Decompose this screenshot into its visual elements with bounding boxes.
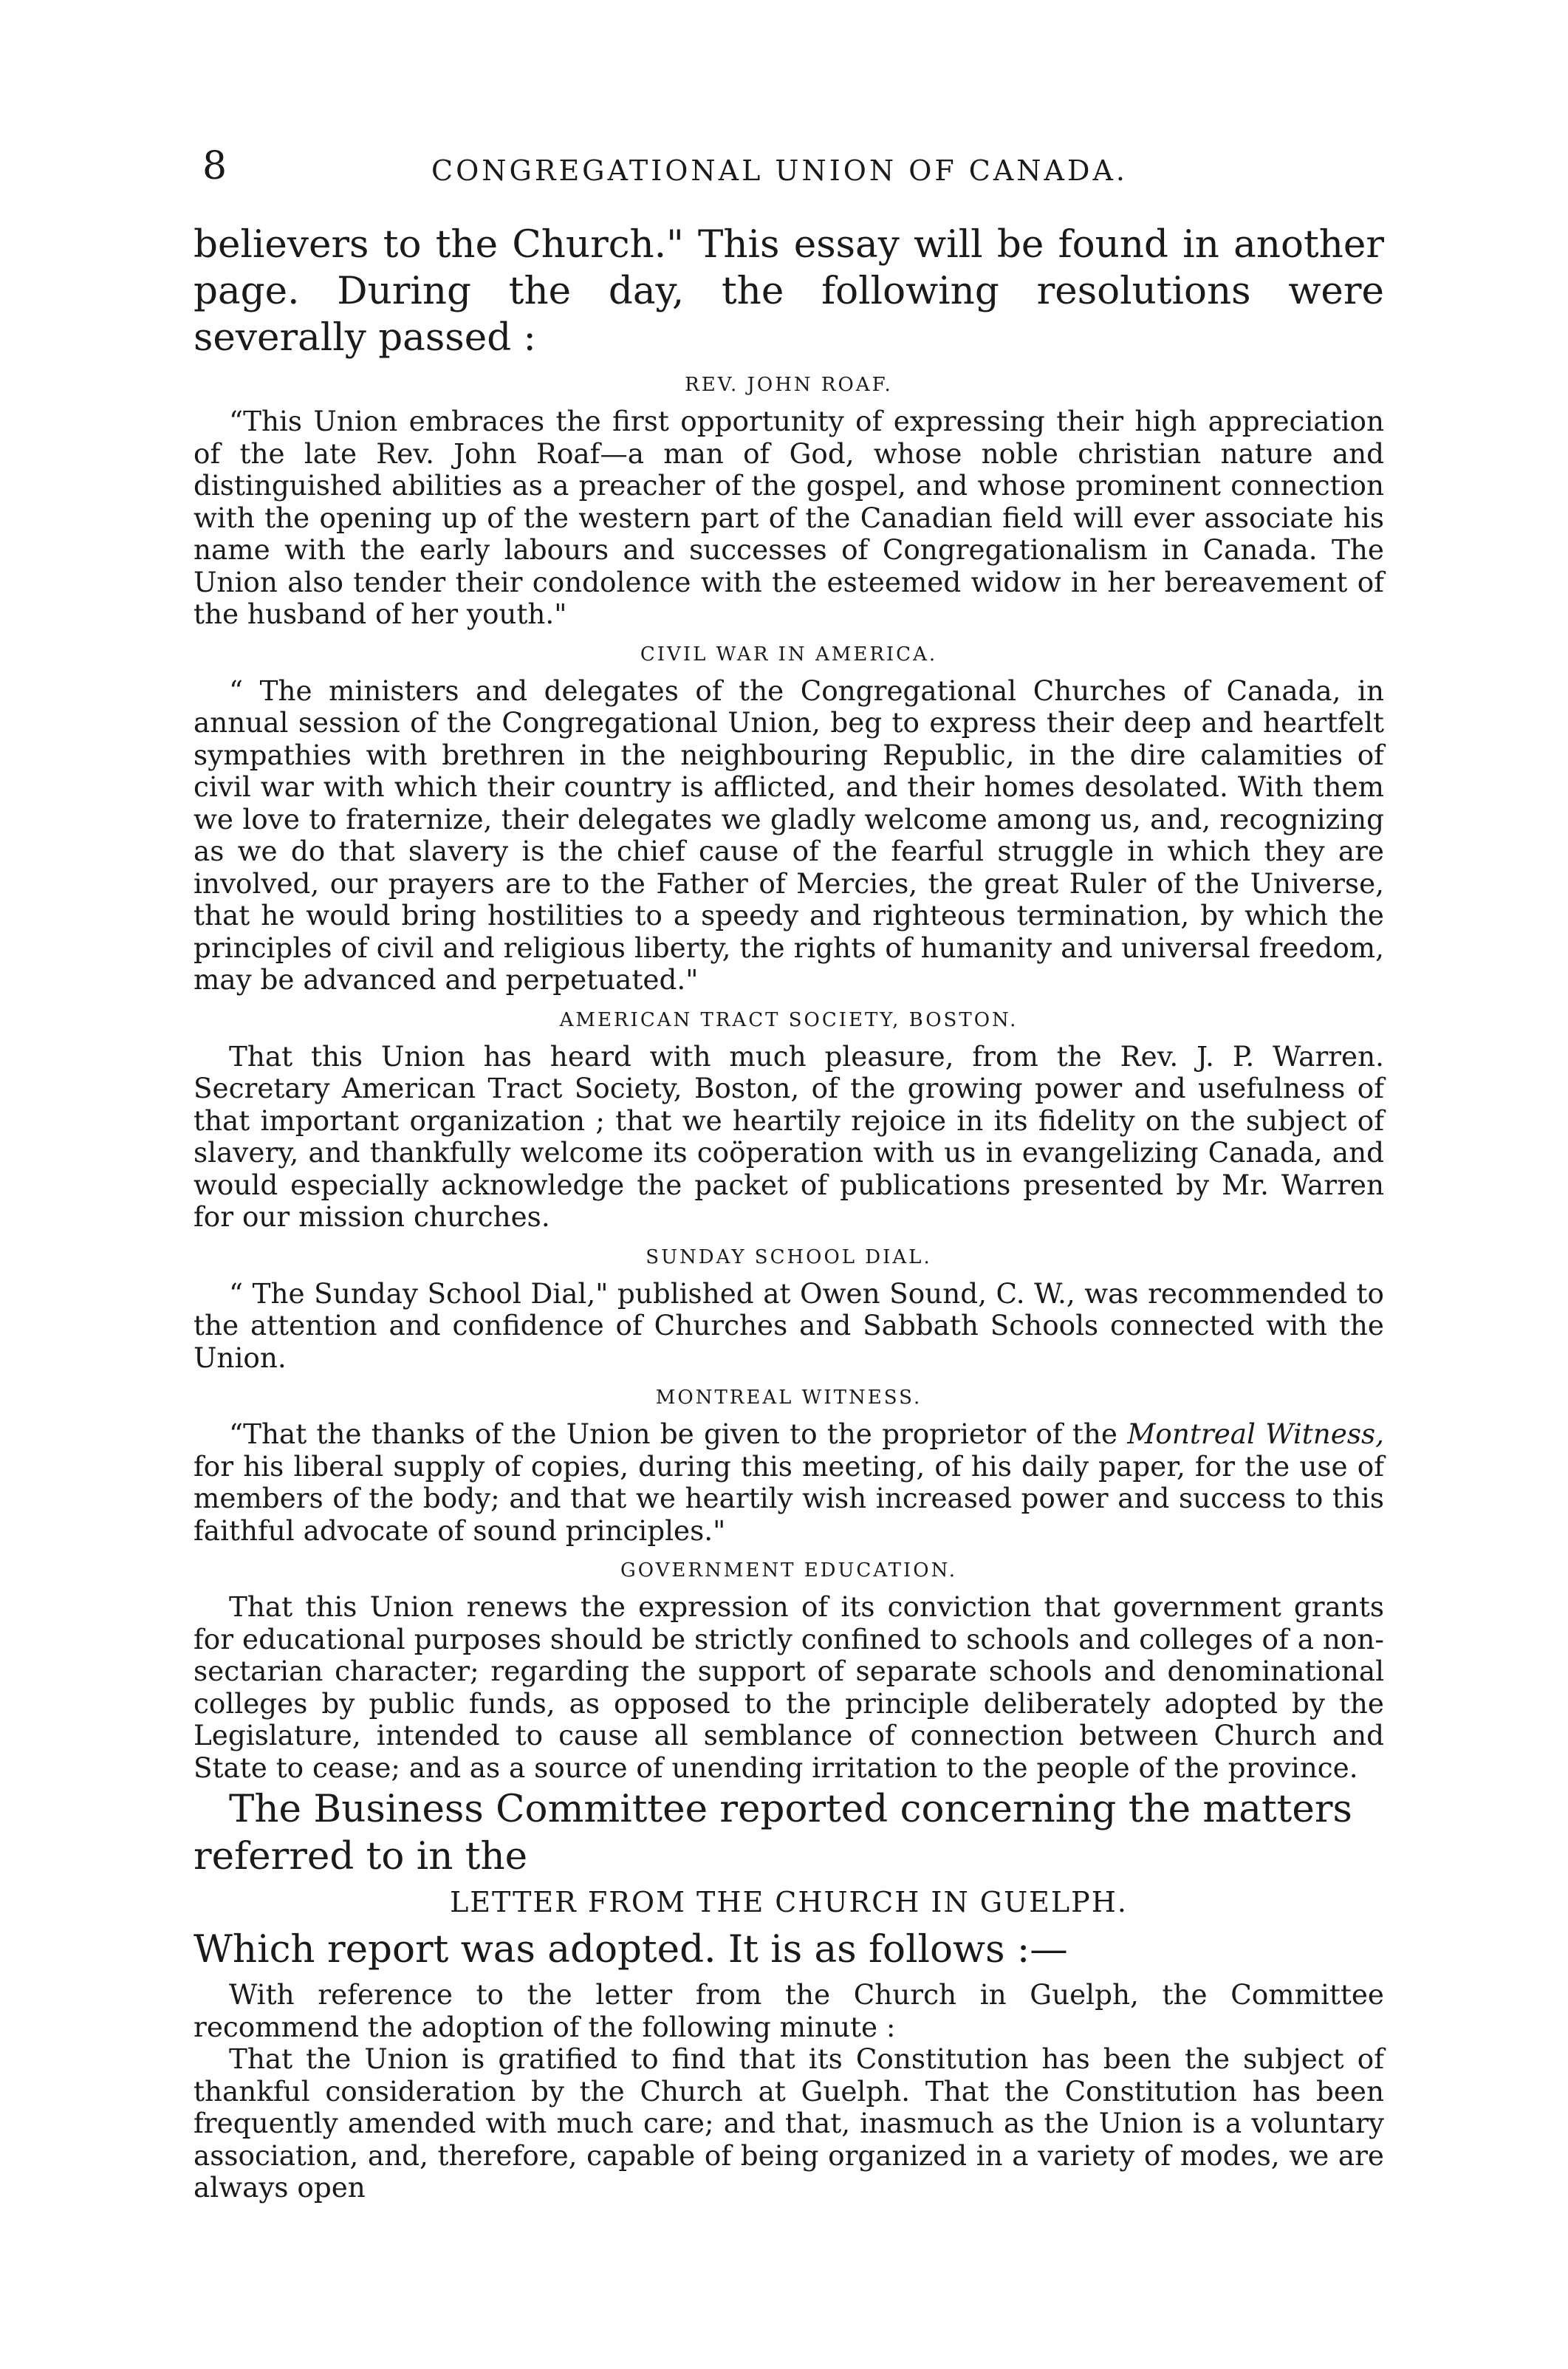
resolution-montreal-witness — [194, 1418, 1384, 1547]
section-heading-sunday-school: SUNDAY SCHOOL DIAL. — [646, 1245, 932, 1268]
resolution-civil-war: “ The ministers and delegates of the Congregational Churches of Canada, in annual session of the Congregational Union, beg to express their deep and heartfelt sympathies with brethren in the neighbouring Republic, in the dire calamities of civil war with which their country is afflicted, and their homes desolated. With them we love to fraternize, their delegates we gladly welcome among us, and, recognizing as we do that slavery is the chief cause of the fearful struggle in which they are involved, our prayers are to the Father of Mercies, the great Ruler of the Universe, that he would bring hostilities to a speedy and righteous termination, by which the principles of civil and religious liberty, the rights of humanity and universal freedom, may be advanced and perpetuated." — [194, 674, 1384, 996]
resolution-roaf: “This Union embraces the first opportunity of expressing their high appreciation of the late Rev. John Roaf—a man of God, whose noble christian nature and distinguished abilities as a preacher of the gospel, and whose prominent connection with the opening up of the western part of the Canadian field will ever associate his name with the early labours and successes of Congregationalism in Canada. The Union also tender their condolence with the esteemed widow in her bereavement of the husband of her youth." — [194, 405, 1384, 630]
section-heading-roaf: REV. JOHN ROAF. — [685, 374, 893, 396]
section-heading-government-education: GOVERNMENT EDUCATION. — [620, 1559, 957, 1582]
letter-heading: LETTER FROM THE CHURCH IN GUELPH. — [450, 1886, 1128, 1918]
page-content — [194, 222, 1384, 2204]
resolution-tract-society: That this Union has heard with much pleasure, from the Rev. J. P. Warren. Secretary American Tract Society, Boston, of the growing power and usefulness of that important organization ; that we heartily rejoice in its fidelity on the subject of slavery, and thankfully welcome its coöperation with us in evangelizing Canada, and would especially acknowledge the packet of publications presented by Mr. Warren for our mission churches. — [194, 1039, 1384, 1233]
page-number: 8 — [202, 144, 227, 188]
resolution-sunday-school: “ The Sunday School Dial," published at Owen Sound, C. W., was recommended to the attention and confidence of Churches and Sabbath Schools connected with the Union. — [194, 1276, 1384, 1374]
running-title: CONGREGATIONAL UNION OF CANADA. — [431, 154, 1128, 187]
business-committee-line: The Business Committee reported concerning the matters referred to in the — [194, 1787, 1352, 1879]
section-heading-civil-war: CIVIL WAR IN AMERICA. — [640, 643, 938, 666]
section-heading-montreal-witness: MONTREAL WITNESS. — [655, 1387, 922, 1409]
resolution-government-education: That this Union renews the expression of its conviction that government grants for educational purposes should be strictly confined to schools and colleges of a non-sectarian character; regarding the support of separate schools and denominational colleges by public funds, as opposed to the principle deliberately adopted by the Legislature, intended to cause all semblance of connection between Church and State to cease; and as a source of unending irritation to the people of the province. — [194, 1590, 1384, 1784]
intro-paragraph: believers to the Church." This essay will be found in another page. During the day, the following resolutions were severally passed : — [194, 222, 1384, 360]
section-heading-tract-society: AMERICAN TRACT SOCIETY, BOSTON. — [559, 1008, 1018, 1031]
guelph-paragraph-2: That the Union is gratified to find that its Constitution has been the subject of thankful consideration by the Church at Guelph. That the Constitution has been frequently amended with much care; and that, inasmuch as the Union is a voluntary association, and, therefore, capable of being organized in a variety of modes, we are always open — [194, 2042, 1384, 2204]
report-adopted-line: Which report was adopted. It is as follows :— — [194, 1927, 1068, 1972]
witness-text-before: “That the thanks of the Union be given to the proprietor of the — [229, 1418, 1128, 1450]
witness-text-after: for his liberal supply of copies, during this meeting, of his daily paper, for the use of members of the body; and that we heartily wish increased power and success to this faithful advocate of sound principles." — [194, 1449, 1384, 1547]
page-header — [202, 140, 1384, 192]
guelph-paragraph-1: With reference to the letter from the Church in Guelph, the Committee recommend the adoption of the following minute : — [194, 1978, 1384, 2043]
witness-text-italic: Montreal Witness, — [1127, 1418, 1384, 1450]
